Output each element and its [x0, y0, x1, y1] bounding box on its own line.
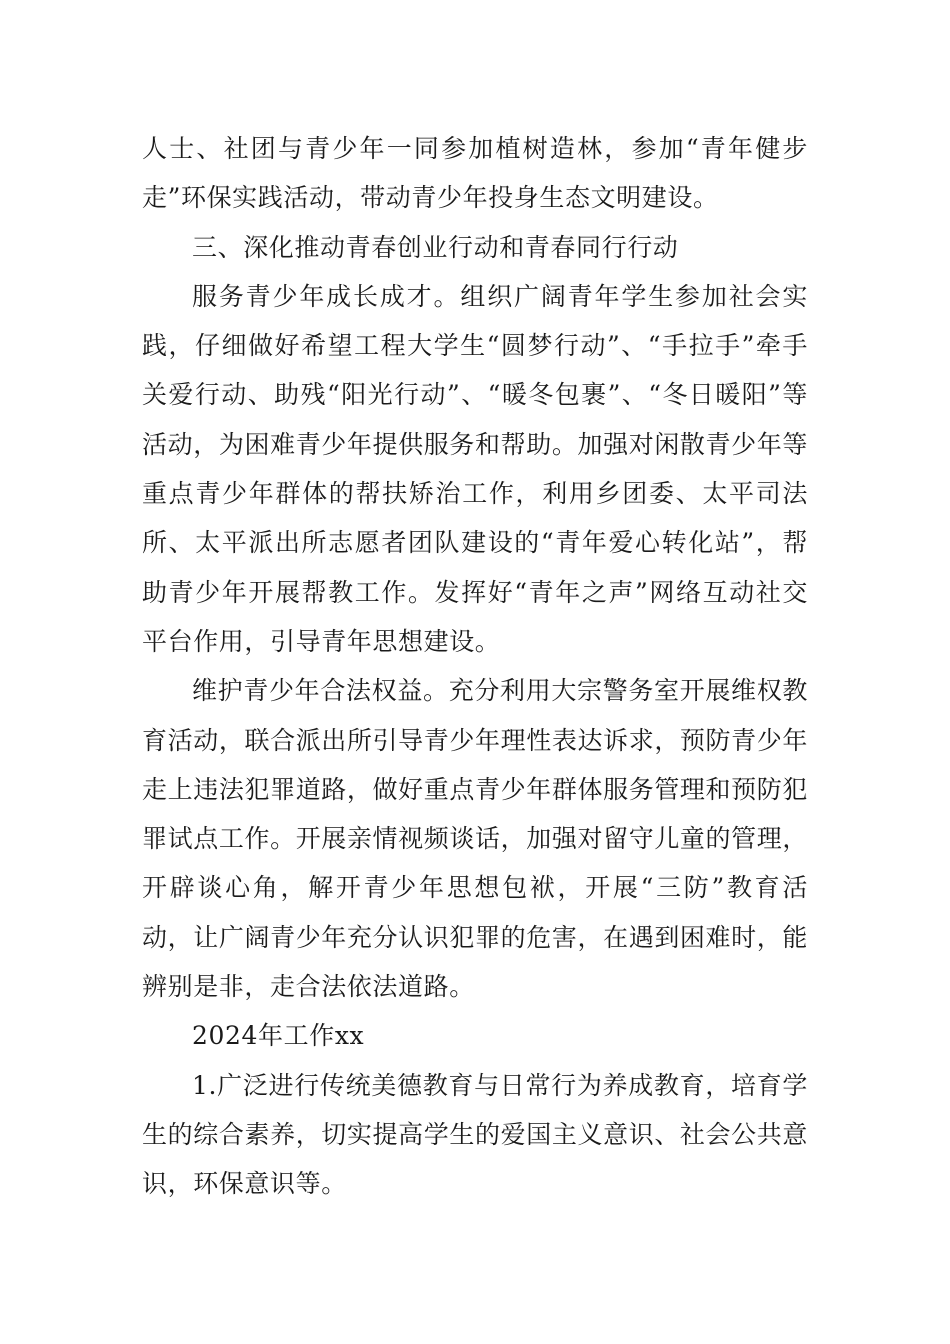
paragraph-youth-growth: 服务青少年成长成才。组织广阔青年学生参加社会实践，仔细做好希望工程大学生“圆梦行动”、“手拉手”牵手关爱行动、助残“阳光行动”、“暖冬包裹”、“冬日暖阳”等活动，为困难青少年提供服务和帮助。加强对闲散青少年等重点青少年群体的帮扶矫治工作，利用乡团委、太平司法所、太平派出所志愿者团队建设的“青年爱心转化站”，帮助青少年开展帮教工作。发挥好“青年之声”网络互动社交平台作用，引导青年思想建设。 — [142, 281, 808, 656]
paragraph-item-1: 1.广泛进行传统美德教育与日常行为养成教育，培育学生的综合素养，切实提高学生的爱国主义意识、社会公共意识，环保意识等。 — [142, 1070, 808, 1199]
document-body — [142, 124, 808, 1209]
work-plan-heading: 2024年工作xx — [192, 1021, 365, 1051]
paragraph-continuation: 人士、社团与青少年一同参加植树造林，参加“青年健步走”环保实践活动，带动青少年投身生态文明建设。 — [142, 134, 808, 213]
section-heading: 三、深化推动青春创业行动和青春同行行动 — [192, 232, 679, 262]
paragraph-youth-rights: 维护青少年合法权益。充分利用大宗警务室开展维权教育活动，联合派出所引导青少年理性表达诉求，预防青少年走上违法犯罪道路，做好重点青少年群体服务管理和预防犯罪试点工作。开展亲情视频谈话，加强对留守儿童的管理，开辟谈心角，解开青少年思想包袱，开展“三防”教育活动，让广阔青少年充分认识犯罪的危害，在遇到困难时，能辨别是非，走合法依法道路。 — [142, 676, 808, 1002]
